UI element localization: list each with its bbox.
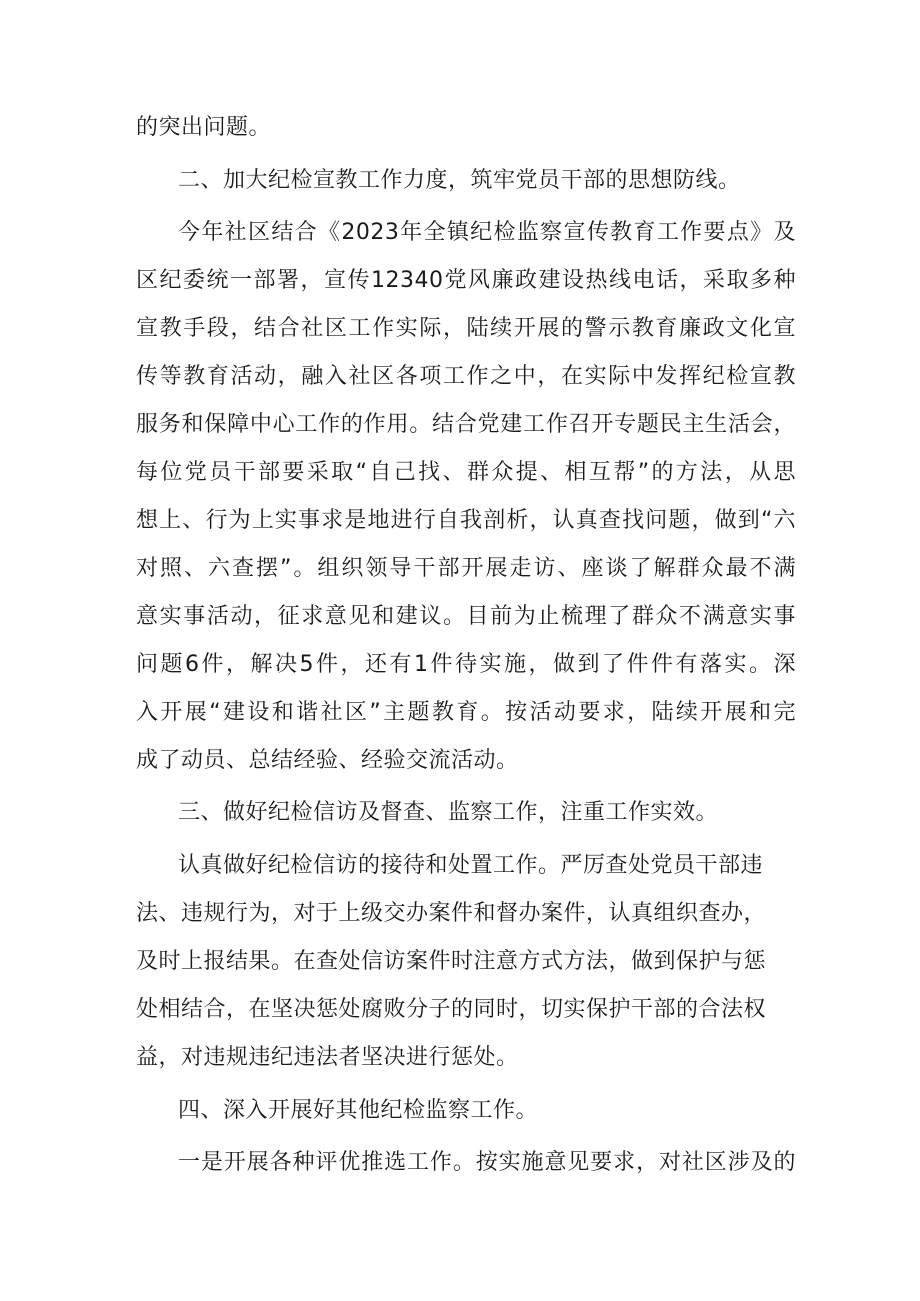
text-line: 及时上报结果。在查处信访案件时注意方式方法，做到保护与惩 [136,949,767,974]
text-line: 今年社区结合《2023年全镇纪检监察宣传教育工作要点》及 [178,220,796,245]
text-line: 法、违规行为，对于上级交办案件和督办案件，认真组织查办， [136,901,767,926]
text-line: 区纪委统一部署，宣传12340党风廉政建设热线电话，采取多种 [136,268,796,293]
text-line: 想上、行为上实事求是地进行自我剖析，认真查找问题，做到“六 [136,508,796,533]
text-line: 一是开展各种评优推选工作。按实施意见要求，对社区涉及的 [178,1150,796,1175]
text-line: 意实事活动，征求意见和建议。目前为止梳理了群众不满意实事 [136,604,796,629]
text-line: 问题6件，解决5件，还有1件待实施，做到了件件有落实。深 [136,652,796,677]
text-line: 入开展“建设和谐社区”主题教育。按活动要求，陆续开展和完 [136,700,797,725]
text-line: 处相结合，在坚决惩处腐败分子的同时，切实保护干部的合法权 [136,997,767,1022]
text-line: 服务和保障中心工作的作用。结合党建工作召开专题民主生活会， [136,412,796,437]
text-line: 传等教育活动，融入社区各项工作之中，在实际中发挥纪检宣教 [136,364,796,389]
text-line: 对照、六查摆”。组织领导干部开展走访、座谈了解群众最不满 [136,556,796,581]
text-line: 宣教手段，结合社区工作实际，陆续开展的警示教育廉政文化宣 [136,316,796,341]
text-line: 益，对违规违纪违法者坚决进行惩处。 [136,1045,519,1070]
section-heading: 二、加大纪检宣教工作力度，筑牢党员干部的思想防线。 [178,168,741,193]
section-heading: 四、深入开展好其他纪检监察工作。 [178,1098,539,1123]
text-line: 成了动员、总结经验、经验交流活动。 [136,748,519,773]
text-line: 每位党员干部要采取“自己找、群众提、相互帮”的方法，从思 [136,460,797,485]
section-heading: 三、做好纪检信访及督查、监察工作，注重工作实效。 [178,800,719,825]
text-line: 认真做好纪检信访的接待和处置工作。严厉查处党员干部违 [178,853,764,878]
text-line: 的突出问题。 [136,115,272,140]
